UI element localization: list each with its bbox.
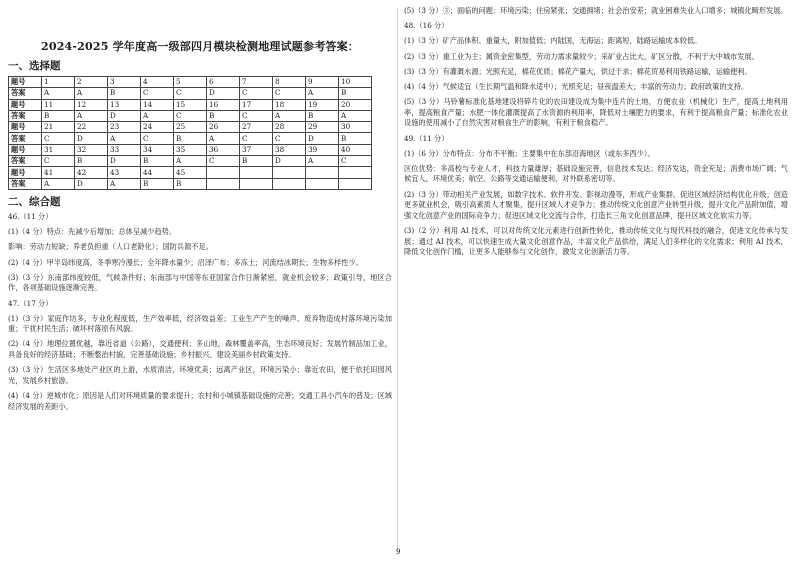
table-cell: D <box>273 156 306 167</box>
table-row-question-numbers <box>9 144 372 155</box>
table-cell: A <box>339 110 372 121</box>
table-cell: C <box>174 88 207 99</box>
table-cell: C <box>174 110 207 121</box>
right-column <box>404 6 788 262</box>
table-cell: 20 <box>339 99 372 110</box>
table-cell: 39 <box>306 144 339 155</box>
table-cell: 26 <box>207 122 240 133</box>
table-cell: A <box>75 110 108 121</box>
table-cell: 12 <box>75 99 108 110</box>
table-cell: 17 <box>240 99 273 110</box>
table-cell: D <box>108 110 141 121</box>
table-row-answers <box>9 156 372 167</box>
answer-paragraph: (2)（3 分）带动相关产业发展，如数字技术、软件开发、影视动漫等，形成产业集群，促进区域经济结构优化升级；创造更多就业机会，吸引高素质人才聚集，提升区域人才竞争力；推动传统文化创意产业转型升级，提升文化产品附加值，增强文化创意产业的国际竞争力；促进区域文化交流与合作，打造长三角文化创意品牌，提升区域文化软实力等。 <box>404 189 788 220</box>
table-row-header: 答案 <box>9 178 42 189</box>
table-row-question-numbers <box>9 167 372 178</box>
table-cell: C <box>240 133 273 144</box>
section-heading-choice: 一、选择题 <box>8 60 61 72</box>
column-divider <box>397 8 398 553</box>
page-number: 9 <box>396 548 401 556</box>
table-row-answers <box>9 88 372 99</box>
table-cell: A <box>42 178 75 189</box>
table-cell: B <box>141 178 174 189</box>
table-cell: C <box>339 156 372 167</box>
answer-paragraph: 46.（11 分） <box>8 211 53 221</box>
table-cell: 13 <box>108 99 141 110</box>
table-cell: 10 <box>339 77 372 88</box>
table-row-question-numbers <box>9 99 372 110</box>
table-cell: B <box>174 133 207 144</box>
table-cell: A <box>306 88 339 99</box>
table-row-answers <box>9 110 372 121</box>
answer-paragraph: (2)（4 分）甲半岛纬度高，冬季寒冷漫长；全年降水量少；沼泽广布；多冻土；河流结冰期长；生物多样性少。 <box>8 257 363 267</box>
answer-paragraph: 47.（17 分） <box>8 298 53 308</box>
table-cell: 32 <box>75 144 108 155</box>
table-cell: 37 <box>240 144 273 155</box>
table-cell: C <box>42 156 75 167</box>
table-cell <box>240 178 273 189</box>
table-cell: 18 <box>273 99 306 110</box>
table-cell: 15 <box>174 99 207 110</box>
table-row-header: 答案 <box>9 133 42 144</box>
answer-paragraph: 49.（11 分） <box>404 133 449 143</box>
table-cell: A <box>108 133 141 144</box>
table-cell <box>207 178 240 189</box>
table-cell <box>306 167 339 178</box>
answer-paragraph: (3)（3 分）生活区多地处产业区的上游，水质清洁，环境优美；远离产业区，环境污染小；靠近农田，便于依托田园风光，发展乡村旅游。 <box>8 365 392 385</box>
answer-paragraph: (3)（2 分）利用 AI 技术，可以对传统文化元素进行创新性转化，推动传统文化与现代科技的融合，促进文化传承与发展；通过 AI 技术，可以快速生成大量文化创意作品，丰富文化产品供给，满足人们多样化的文化需求；利用 AI 技术，降低文化创作门槛，让更多人能够参与文化创作，激发文化创新活力等。 <box>404 226 788 257</box>
table-cell: 44 <box>141 167 174 178</box>
left-column <box>8 6 392 417</box>
table-cell: 11 <box>42 99 75 110</box>
table-row-question-numbers <box>9 122 372 133</box>
table-row-header: 题号 <box>9 77 42 88</box>
table-cell: 30 <box>339 122 372 133</box>
answer-paragraph: (2)（4 分）地理位置优越，靠近省道（公路），交通便利；多山地，森林覆盖率高，生态环境良好；发展竹制品加工业，具备良好的经济基础；不断整治村貌，完善基础设施；乡村振兴、建设美丽乡村政策支持。 <box>8 339 392 360</box>
answer-paragraph: (2)（3 分）重工业为主；属资金密集型，劳动力需求量较少；采矿业占比大，矿区分散，不利于大中城市发展。 <box>404 51 759 61</box>
table-cell: 2 <box>75 77 108 88</box>
answer-paragraph: (3)（3 分）有灌溉水源；光照充足，棉花优质；棉花产量大，供过于求；棉花贸易利用铁路运输，运输便利。 <box>404 66 752 76</box>
table-cell: B <box>75 156 108 167</box>
table-cell: 19 <box>306 99 339 110</box>
table-row-answers <box>9 178 372 189</box>
table-cell: 6 <box>207 77 240 88</box>
table-cell: 3 <box>108 77 141 88</box>
table-cell: 31 <box>42 144 75 155</box>
left-answers <box>8 212 392 412</box>
table-cell: A <box>108 178 141 189</box>
answer-paragraph: (1)（3 分）家庭作坊多，专业化程度低，生产效率低，经济效益差；工业生产产生的噪声、废弃物造成村落环境污染加重；干扰村民生活；破坏村落原有风貌。 <box>8 313 392 334</box>
table-cell: B <box>174 178 207 189</box>
table-cell: B <box>339 133 372 144</box>
section-heading-comprehensive: 二、综合题 <box>8 195 61 208</box>
answer-paragraph: 区位优势：多高校与专业人才，科技力量雄厚；基础设施完善，信息技术发达；经济发达，资金充足；消费市场广阔；气候宜人，环境优美；航空、公路等交通运输便利，对外联系密切等。 <box>404 163 788 184</box>
answer-paragraph: 影响：劳动力短缺；养老负担重（人口老龄化）；国防兵源不足。 <box>8 242 213 252</box>
right-answers <box>404 6 788 258</box>
table-cell: 45 <box>174 167 207 178</box>
answer-paragraph: (4)（4 分）气候适宜（生长期气温和降水适中）；光照充足；昼夜温差大；丰富的劳动力；政府政策的支持。 <box>404 81 749 91</box>
table-cell: C <box>42 133 75 144</box>
table-cell: A <box>42 88 75 99</box>
table-cell <box>240 167 273 178</box>
answer-paragraph: (4)（4 分）逆城市化；原因是人们对环境质量的要求提升；农村和小城镇基础设施的完善；交通工具小汽车的普及；区域经济发展的差距小。 <box>8 391 392 411</box>
answer-paragraph: (3)（3 分）东南部纬度较低，气候条件好；东南部与中国等东亚国家合作日渐紧密，就业机会较多；政策引导，地区合作，各项基础设施逐渐完善。 <box>8 272 392 293</box>
page-title: 2024-2025 学年度高一级部四月模块检测地理试题参考答案： <box>40 40 360 53</box>
table-cell: A <box>141 110 174 121</box>
table-row-header: 题号 <box>9 167 42 178</box>
table-cell: D <box>108 156 141 167</box>
table-cell: 14 <box>141 99 174 110</box>
table-cell: B <box>306 110 339 121</box>
table-cell: C <box>141 88 174 99</box>
answer-table <box>8 76 372 190</box>
table-cell <box>339 167 372 178</box>
table-cell: 29 <box>306 122 339 133</box>
table-cell <box>207 167 240 178</box>
table-row-header: 题号 <box>9 144 42 155</box>
table-cell: D <box>306 133 339 144</box>
answer-paragraph: (1)（6 分）分布特点：分布不平衡；主要集中在东部沿海地区（或东多西少）。 <box>404 148 655 158</box>
table-cell: 27 <box>240 122 273 133</box>
table-cell: 16 <box>207 99 240 110</box>
table-cell: 4 <box>141 77 174 88</box>
table-cell: A <box>174 156 207 167</box>
table-cell: C <box>273 133 306 144</box>
table-cell: 22 <box>75 122 108 133</box>
table-cell: 21 <box>42 122 75 133</box>
table-cell: 28 <box>273 122 306 133</box>
answer-paragraph: (5)（3 分）③；面临的问题：环境污染；住房紧张；交通拥堵；社会治安差；就业困难失业人口增多；城镇化畸形发展。 <box>404 6 788 15</box>
table-cell: 25 <box>174 122 207 133</box>
table-row-question-numbers <box>9 77 372 88</box>
table-row-header: 答案 <box>9 88 42 99</box>
table-cell: C <box>207 156 240 167</box>
table-cell: B <box>42 110 75 121</box>
answer-paragraph: (5)（3 分）马铃薯标准化基地建设将碎片化的农田建设成为集中连片的土地，方便农业（机械化）生产，提高土地利用率，提高粮食产量；水肥一体化灌溉提高了水资源的利用率，降低对土壤肥力的要求，有利于提高粮食产量；标准化农业设施的使用减小了自然灾害对粮食生产的影响，有利于粮食稳产。 <box>404 97 788 128</box>
table-cell: A <box>306 156 339 167</box>
table-cell: B <box>141 156 174 167</box>
table-cell: C <box>273 88 306 99</box>
table-cell: D <box>75 133 108 144</box>
table-cell <box>273 167 306 178</box>
table-cell: C <box>240 88 273 99</box>
table-cell: B <box>108 88 141 99</box>
table-cell: 36 <box>207 144 240 155</box>
table-row-header: 答案 <box>9 110 42 121</box>
answer-paragraph: (1)（3 分）矿产品体积、重量大，附加值低；内陆国，无海运；距离短，陆路运输成本较低。 <box>404 36 702 46</box>
table-cell: 41 <box>42 167 75 178</box>
table-cell: 23 <box>108 122 141 133</box>
answer-paragraph: 48.（16 分） <box>404 21 449 31</box>
table-cell: A <box>75 88 108 99</box>
table-cell: C <box>240 110 273 121</box>
table-cell: B <box>207 110 240 121</box>
table-cell: 9 <box>306 77 339 88</box>
answer-paragraph: (1)（4 分）特点：先减少后增加；总体呈减少趋势。 <box>8 227 176 237</box>
table-cell: B <box>339 88 372 99</box>
table-cell <box>339 178 372 189</box>
table-row-header: 答案 <box>9 156 42 167</box>
table-cell: 42 <box>75 167 108 178</box>
table-cell: A <box>207 133 240 144</box>
table-row-header: 题号 <box>9 99 42 110</box>
table-cell <box>273 178 306 189</box>
table-cell: 33 <box>108 144 141 155</box>
table-cell: 38 <box>273 144 306 155</box>
table-cell: 43 <box>108 167 141 178</box>
table-cell: 34 <box>141 144 174 155</box>
table-row-answers <box>9 133 372 144</box>
table-cell: D <box>75 178 108 189</box>
table-cell: D <box>207 88 240 99</box>
table-cell: 8 <box>273 77 306 88</box>
table-cell: 40 <box>339 144 372 155</box>
table-cell: 1 <box>42 77 75 88</box>
table-cell: B <box>240 156 273 167</box>
table-cell: C <box>141 133 174 144</box>
table-cell: 35 <box>174 144 207 155</box>
table-cell: 5 <box>174 77 207 88</box>
table-cell <box>306 178 339 189</box>
table-cell: A <box>273 110 306 121</box>
table-row-header: 题号 <box>9 122 42 133</box>
table-cell: 7 <box>240 77 273 88</box>
table-cell: 24 <box>141 122 174 133</box>
